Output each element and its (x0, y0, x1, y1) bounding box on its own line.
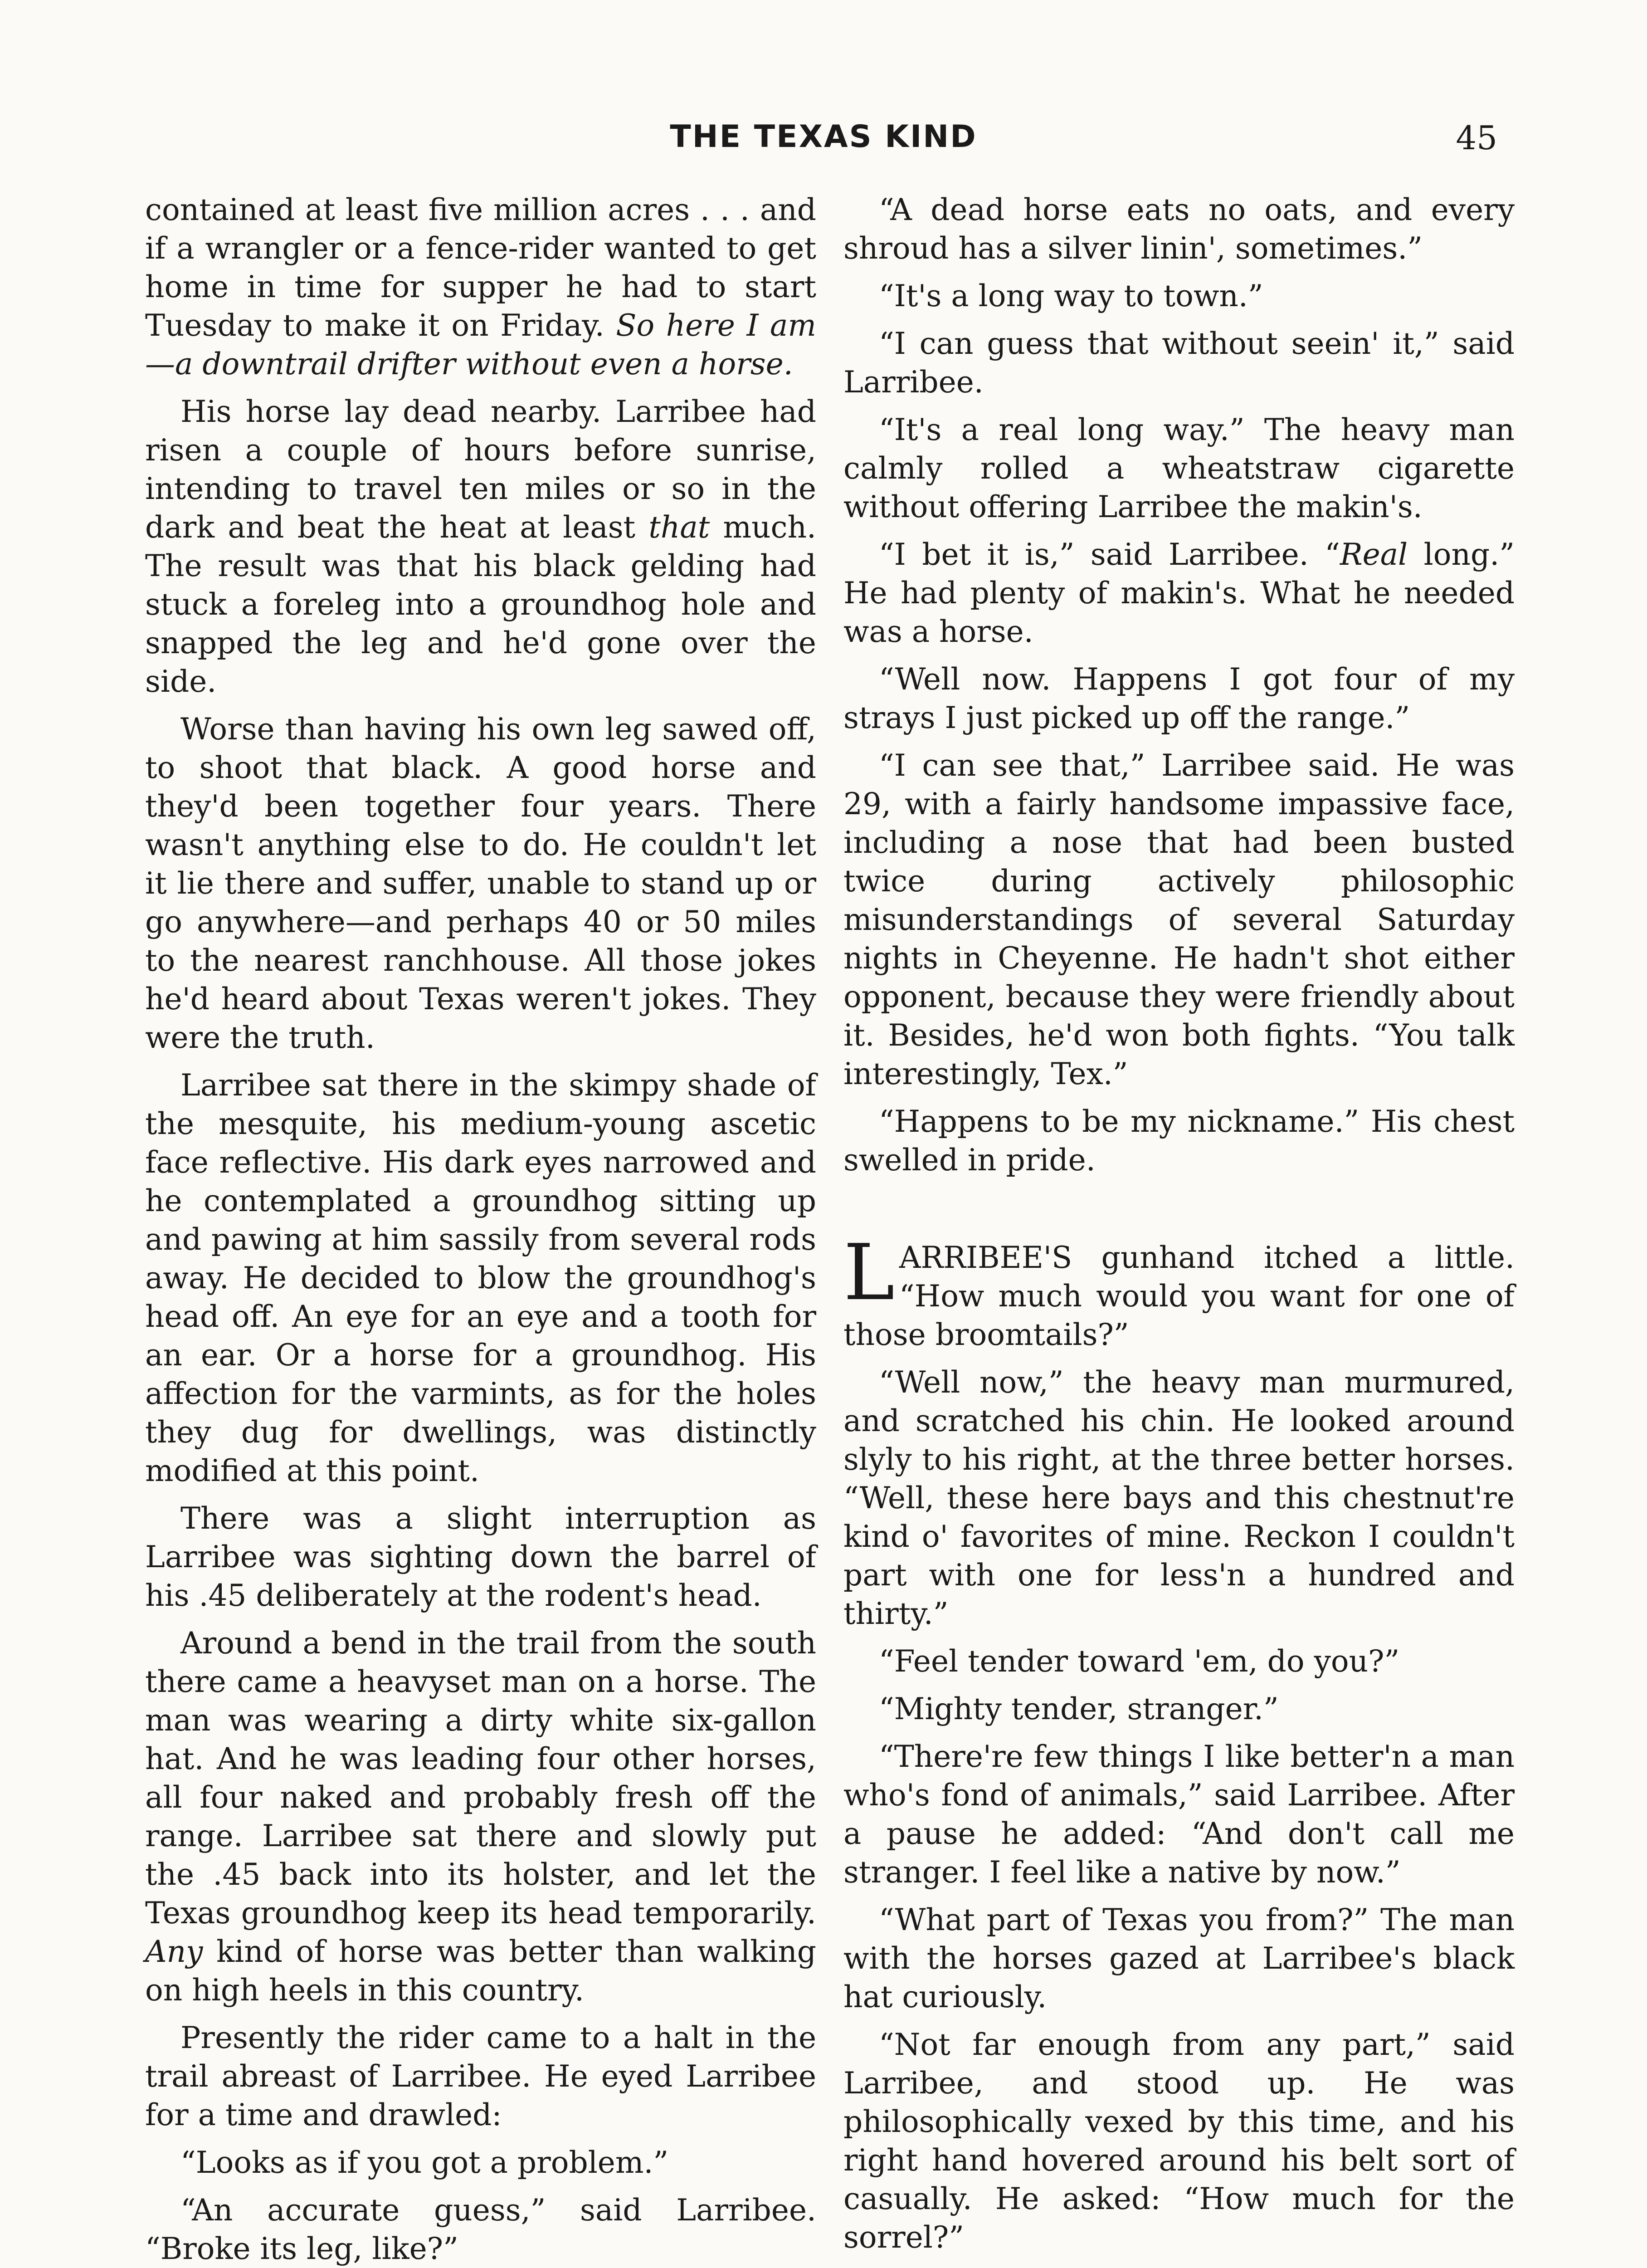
paragraph (843, 1901, 1515, 2016)
paragraph-text: “Mighty tender, stranger.” (879, 1691, 1279, 1726)
paragraph-text: “A dead horse eats no oats, and every shroud has a silver linin', sometimes.” (843, 192, 1515, 266)
paragraph-italic-text: Any (145, 1934, 203, 1969)
left-column (145, 191, 816, 2268)
paragraph-text: Presently the rider came to a halt in the trail abreast of Larribee. He eyed Larribee for a time and drawled: (145, 2020, 816, 2132)
paragraph (843, 535, 1515, 651)
paragraph (843, 660, 1515, 737)
paragraph-italic-text: So here I am—a downtrail drifter without even a horse. (145, 308, 816, 381)
paragraph-text: There was a slight interruption as Larribee was sighting down the barrel of his .45 deliberately at the rodent's head. (145, 1501, 816, 1613)
paragraph (843, 1102, 1515, 1179)
paragraph-text: “Not far enough from any part,” said Larribee, and stood up. He was philosophically vexed by this time, and his right hand hovered around his belt sort of casually. He asked: “How much for the sorrel?” (843, 2027, 1515, 2255)
paragraph (145, 2143, 816, 2182)
paragraph (145, 1624, 816, 2009)
paragraph (843, 277, 1515, 315)
paragraph (843, 746, 1515, 1093)
paragraph (843, 1737, 1515, 1892)
paragraph-text: “I bet it is,” said Larribee. “ (879, 537, 1340, 572)
paragraph (145, 710, 816, 1057)
paragraph (843, 324, 1515, 401)
paragraph (843, 411, 1515, 526)
right-column-top (843, 191, 1515, 1179)
paragraph (145, 2019, 816, 2134)
paragraph (145, 1066, 816, 1490)
right-column-bottom (843, 1363, 1515, 2268)
drop-cap-text: ARRIBEE'S gunhand itched a little. “How much would you want for one of those broomtails?” (843, 1240, 1515, 1352)
paragraph-text: “Looks as if you got a problem.” (180, 2145, 669, 2180)
paragraph-text: “An accurate guess,” said Larribee. “Broke its leg, like?” (145, 2193, 816, 2266)
paragraph-text: “I can see that,” Larribee said. He was 29, with a fairly handsome impassive face, including a nose that had been busted twice during actively philosophic misunderstandings of several Saturday nights in Cheyenne. He hadn't shot either opponent, because they were friendly about it. Besides, he'd won both fights. “You talk interestingly, Tex.” (843, 748, 1515, 1091)
paragraph-text: “There're few things I like better'n a man who's fond of animals,” said Larribee. After a pause he added: “And don't call me stranger. I feel like a native by now.” (843, 1739, 1515, 1890)
paragraph-text: “Well now. Happens I got four of my strays I just picked up off the range.” (843, 662, 1515, 735)
paragraph-text: “What part of Texas you from?” The man with the horses gazed at Larribee's black hat curiously. (843, 1902, 1515, 2014)
paragraph-italic-text: Real (1340, 537, 1408, 572)
paragraph (843, 2266, 1515, 2268)
paragraph (145, 191, 816, 383)
paragraph (145, 1499, 816, 1615)
paragraph-text: Around a bend in the trail from the south there came a heavyset man on a horse. The man was wearing a dirty white six-gallon hat. And he was leading four other horses, all four naked and probably fresh off the range. Larribee sat there and slowly put the .45 back into its holster, and let the Texas groundhog keep its head temporarily. (145, 1626, 816, 1931)
paragraph-text: Larribee sat there in the skimpy shade of the mesquite, his medium-young ascetic face reflective. His dark eyes narrowed and he contemplated a groundhog sitting up and pawing at him sassily from several rods away. He decided to blow the groundhog's head off. An eye for an eye and a tooth for an ear. Or a horse for a groundhog. His affection for the varmints, as for the holes they dug for dwellings, was distinctly modified at this point. (145, 1068, 816, 1488)
paragraph-text: Worse than having his own leg sawed off, to shoot that black. A good horse and they'd been together four years. There wasn't anything else to do. He couldn't let it lie there and suffer, unable to stand up or go anywhere—and perhaps 40 or 50 miles to the nearest ranchhouse. All those jokes he'd heard about Texas weren't jokes. They were the truth. (145, 712, 816, 1055)
drop-cap: L (843, 1228, 895, 1318)
paragraph-text: “Feel tender toward 'em, do you?” (879, 1644, 1400, 1679)
paragraph-text: His horse lay dead nearby. Larribee had risen a couple of hours before sunrise, intending to travel ten miles or so in the dark and beat the heat at least (145, 394, 816, 545)
paragraph (145, 2191, 816, 2268)
paragraph (843, 191, 1515, 268)
paragraph-text: “It's a long way to town.” (879, 279, 1263, 313)
page-number: 45 (1456, 119, 1497, 157)
paragraph (843, 2025, 1515, 2257)
paragraph (843, 1642, 1515, 1681)
paragraph-text: “I can guess that without seein' it,” said Larribee. (843, 326, 1515, 400)
section-opening-paragraph (843, 1228, 1515, 1354)
running-head: THE TEXAS KIND (670, 119, 977, 155)
paragraph-text: “Happens to be my nickname.” His chest swelled in pride. (843, 1104, 1515, 1178)
paragraph-text: contained at least five million acres . . . and if a wrangler or a fence-rider wanted to get home in time for supper he had to start Tuesday to make it on Friday. (145, 192, 816, 343)
paragraph-text: kind of horse was better than walking on high heels in this country. (145, 1934, 816, 2008)
paragraph-text: “Well now,” the heavy man murmured, and scratched his chin. He looked around slyly to his right, at the three better horses. “Well, these here bays and this chestnut're kind o' favorites of mine. Reckon I couldn't part with one for less'n a hundred and thirty.” (843, 1365, 1515, 1631)
paragraph-text: “It's a real long way.” The heavy man calmly rolled a wheatstraw cigarette without offering Larribee the makin's. (843, 412, 1515, 524)
paragraph-text: much. The result was that his black gelding had stuck a foreleg into a groundhog hole and snapped the leg and he'd gone over the side. (145, 510, 816, 699)
paragraph (843, 1363, 1515, 1633)
paragraph (145, 392, 816, 701)
paragraph-italic-text: that (648, 510, 710, 545)
paragraph (843, 1690, 1515, 1728)
paragraph-text: long.” He had plenty of makin's. What he needed was a horse. (843, 537, 1515, 649)
right-column (843, 191, 1515, 2268)
